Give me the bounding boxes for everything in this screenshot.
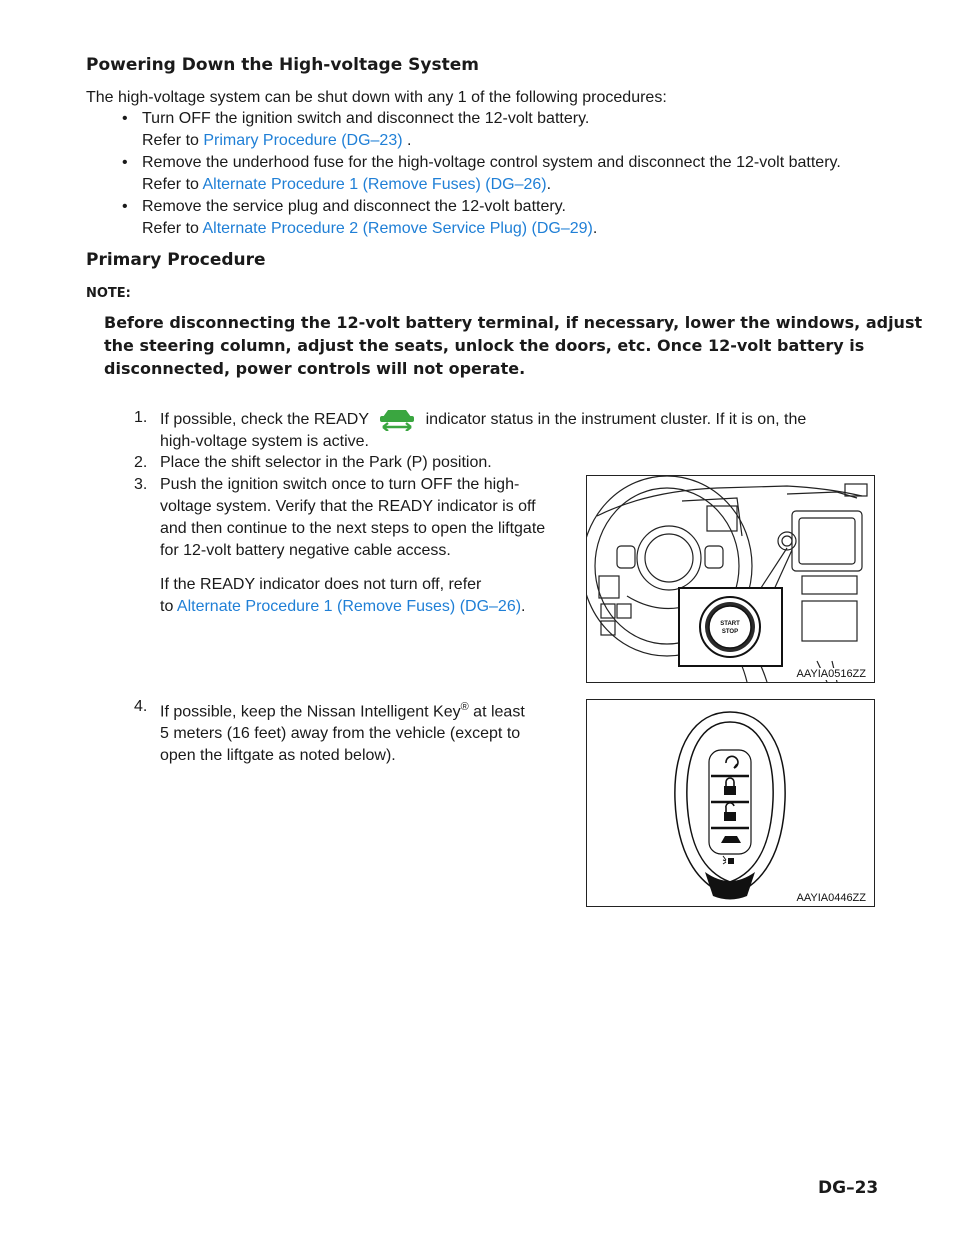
ready-indicator-icon: [377, 407, 417, 431]
link-alternate-procedure-2[interactable]: Alternate Procedure 2 (Remove Service Plug) (DG–29): [202, 220, 593, 237]
bullet-refer: [142, 174, 902, 196]
refer-tail: .: [546, 176, 552, 193]
refer-tail: .: [592, 220, 598, 237]
step-number: 3.: [134, 476, 148, 493]
step-text: If possible, keep the Nissan Intelligent Key: [160, 703, 461, 721]
dashboard-illustration: [587, 476, 874, 682]
start-button-label: START: [720, 621, 740, 627]
note-line: Before disconnecting the 12-volt battery terminal, if necessary, lower the windows, adjust: [104, 313, 923, 332]
step-text: indicator status in the instrument cluster. If it is on, the: [425, 411, 807, 428]
intro-text: The high-voltage system can be shut down with any 1 of the following procedures:: [86, 89, 667, 106]
section-title-powering-down: Powering Down the High-voltage System: [86, 55, 479, 75]
step-number: 4.: [134, 698, 148, 715]
refer-label: Refer to: [142, 220, 199, 237]
bullet-item: [142, 108, 902, 130]
page-number: DG–23: [818, 1178, 879, 1198]
note-line: disconnected, power controls will not operate.: [104, 359, 526, 378]
figure-intelligent-key: [586, 699, 875, 907]
step-subtext: If the READY indicator does not turn off, refer: [160, 576, 482, 593]
lock-icon: [724, 778, 736, 795]
link-primary-procedure[interactable]: Primary Procedure (DG–23): [203, 132, 403, 149]
step-1: [134, 407, 860, 453]
step-subtext: [160, 596, 580, 618]
note-line: the steering column, adjust the seats, unlock the doors, etc. Once 12-volt battery is: [104, 336, 865, 355]
liftgate-icon: [721, 836, 741, 843]
step-text: open the liftgate as noted below).: [160, 747, 396, 765]
unlock-icon: [724, 803, 736, 821]
figure-caption: AAYIA0446ZZ: [796, 892, 866, 904]
registered-mark: ®: [460, 701, 469, 713]
refer-label: to: [160, 598, 174, 615]
refer-label: Refer to: [142, 176, 199, 193]
bullet-item: [142, 152, 902, 174]
refer-label: Refer to: [142, 132, 199, 149]
link-alternate-procedure-1-step3[interactable]: Alternate Procedure 1 (Remove Fuses) (DG–26): [176, 598, 522, 615]
bullet-list: [142, 108, 902, 240]
figure-caption: AAYIA0516ZZ: [796, 668, 866, 680]
step-2: [134, 452, 492, 474]
bullet-item: [142, 196, 902, 218]
step-4: [134, 696, 580, 767]
step-text: and then continue to the next steps to open the liftgate: [160, 520, 546, 537]
refer-tail: .: [521, 598, 526, 615]
bullet-text: Remove the service plug and disconnect the 12-volt battery.: [142, 198, 566, 215]
step-number: 1.: [134, 409, 148, 426]
step-text: Push the ignition switch once to turn OFF the high-: [160, 476, 520, 493]
bullet-refer: [142, 130, 902, 152]
stop-button-label: STOP: [721, 629, 739, 635]
remote-start-icon: [726, 756, 738, 768]
step-number: 2.: [134, 454, 148, 471]
panic-icon: [723, 856, 734, 864]
bullet-text: Turn OFF the ignition switch and disconnect the 12-volt battery.: [142, 110, 590, 127]
step-text: for 12-volt battery negative cable access.: [160, 542, 451, 559]
step-text: at least: [468, 703, 525, 721]
figure-dashboard-ignition: [586, 475, 875, 683]
step-text: 5 meters (16 feet) away from the vehicle (except to: [160, 725, 521, 743]
link-alternate-procedure-1[interactable]: Alternate Procedure 1 (Remove Fuses) (DG–26): [202, 176, 547, 193]
bullet-text: Remove the underhood fuse for the high-voltage control system and disconnect the 12-volt battery.: [142, 154, 841, 171]
step-text: If possible, check the READY: [160, 411, 369, 428]
intelligent-key-illustration: [587, 700, 874, 906]
step-text: voltage system. Verify that the READY indicator is off: [160, 498, 536, 515]
step-3: [134, 474, 580, 618]
note-body: [104, 311, 922, 380]
step-text: high-voltage system is active.: [160, 433, 369, 450]
step-text: Place the shift selector in the Park (P) position.: [160, 454, 492, 471]
section-title-primary-procedure: Primary Procedure: [86, 250, 266, 270]
refer-tail: .: [402, 132, 412, 149]
note-label: NOTE:: [86, 286, 131, 301]
bullet-refer: [142, 218, 902, 240]
